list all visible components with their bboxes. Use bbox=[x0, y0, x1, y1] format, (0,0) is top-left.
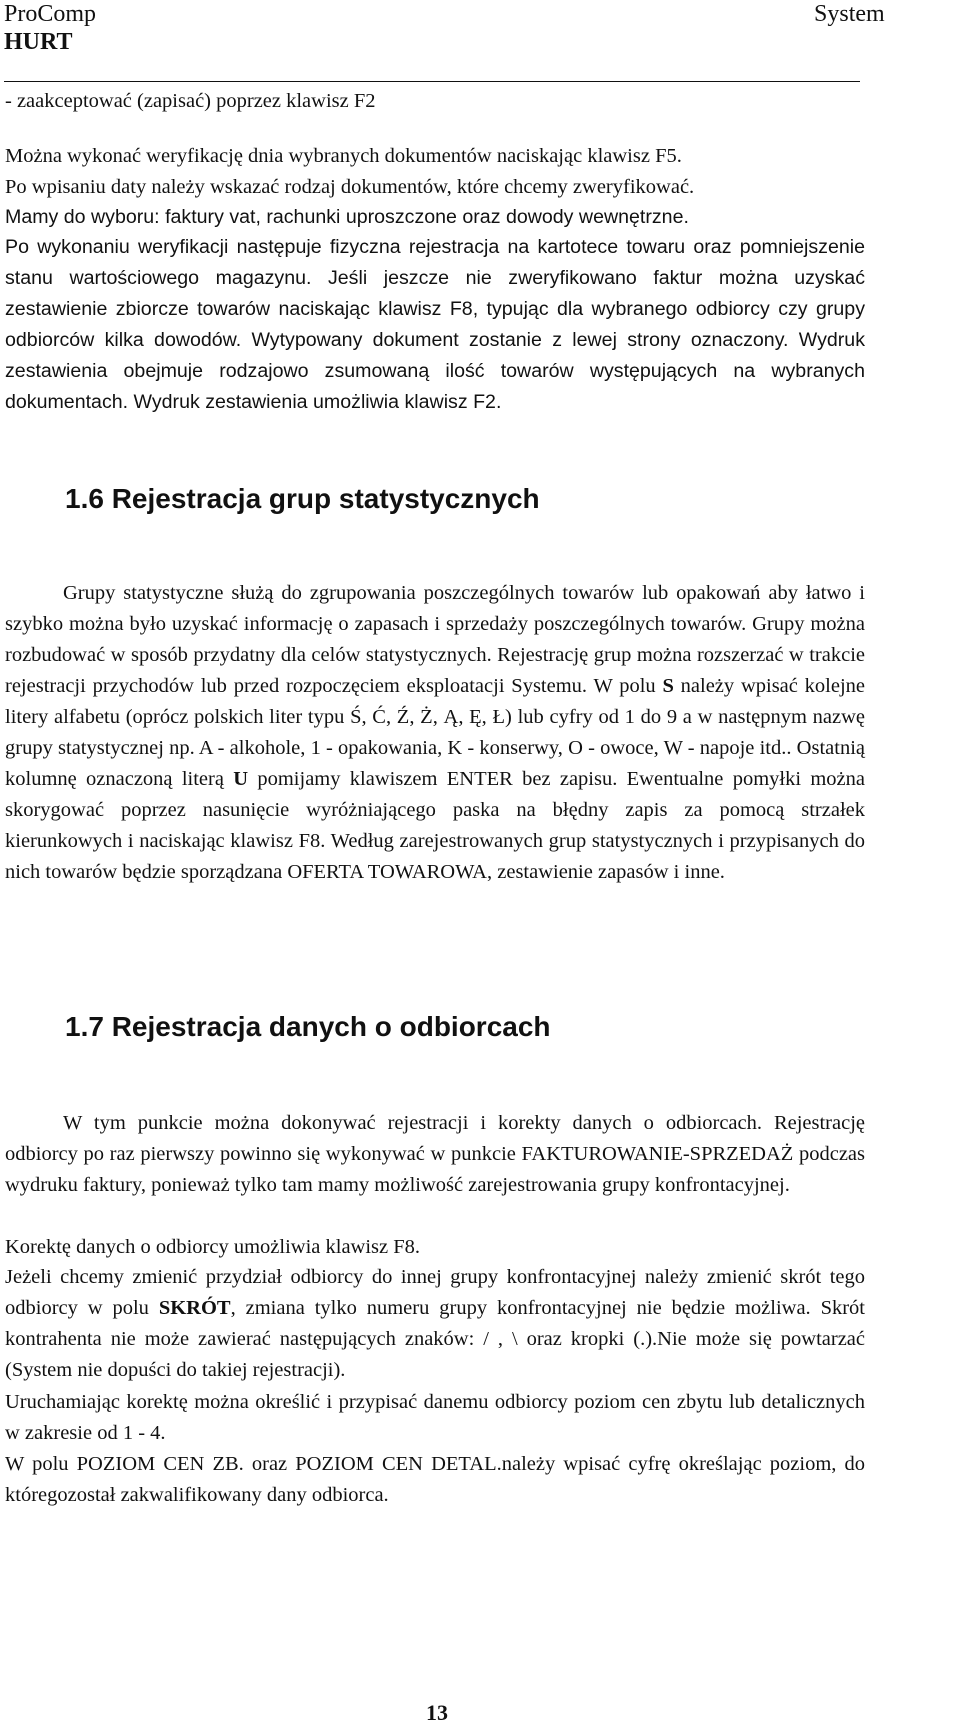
section-1-7-paragraph-4: Uruchamiając korektę można określić i przypisać danemu odbiorcy poziom cen zbytu lub detalicznych w zakresie od 1 - 4. bbox=[5, 1391, 865, 1444]
intro-line-accept: - zaakceptować (zapisać) poprzez klawisz F2 bbox=[5, 90, 376, 112]
section-1-7-paragraph-5: W polu POZIOM CEN ZB. oraz POZIOM CEN DETAL.należy wpisać cyfrę określając poziom, do któregozostał zakwalifikowany dany odbiorca. bbox=[5, 1453, 865, 1506]
section-1-7-text-2: , zmiana tylko numeru grupy konfrontacyjnej nie będzie możliwa. Skrót kontrahenta nie może zawierać następujących znaków: / , \ oraz kropki (.).Nie może się powtarzać (System nie dopuści do takiej rejestracji). bbox=[5, 1297, 865, 1381]
section-1-7-paragraph-2: Korektę danych o odbiorcy umożliwia klawisz F8. bbox=[5, 1236, 421, 1258]
intro-paragraph-1: Można wykonać weryfikację dnia wybranych dokumentów naciskając klawisz F5. bbox=[5, 145, 682, 167]
header-title-right: System bbox=[814, 1, 885, 27]
field-skrot-label: SKRÓT bbox=[158, 1297, 231, 1319]
header-subtitle: HURT bbox=[4, 29, 73, 55]
section-heading-1-6: 1.6 Rejestracja grup statystycznych bbox=[65, 483, 540, 514]
section-1-6-text-3: pomijamy klawiszem ENTER bez zapisu. Ewentualne pomyłki można skorygować poprzez nasunięcie wyróżniającego paska na błędny zapis za pomocą strzałek kierunkowych i naciskając klawisz F8. Według zarejestrowanych grup statystycznych i przypisanych do nich towarów będzie sporządzana OFERTA TOWAROWA, zestawienie zapasów i inne. bbox=[5, 768, 865, 883]
section-1-6-text-1: Grupy statystyczne służą do zgrupowania poszczególnych towarów lub opakowań aby łatwo i szybko można było uzyskać informację o zapasach i sprzedaży poszczególnych towarów. Grupy można rozbudować w sposób przydatny dla celów statystycznych. Rejestrację grup można rozszerzać w trakcie rejestracji przychodów lub przed rozpoczęciem eksploatacji Systemu. W polu bbox=[5, 582, 865, 697]
intro-paragraph-3: Mamy do wyboru: faktury vat, rachunki uproszczone oraz dowody wewnętrzne. bbox=[5, 206, 689, 228]
field-s-label: S bbox=[662, 675, 674, 697]
section-1-7-text-1: Jeżeli chcemy zmienić przydział odbiorcy do innej grupy konfrontacyjnej należy zmienić skrót tego odbiorcy w polu bbox=[5, 1266, 865, 1319]
section-1-6-text-2: należy wpisać kolejne litery alfabetu (oprócz polskich liter typu Ś, Ć, Ź, Ż, Ą, Ę, Ł) lub cyfry od 1 do 9 a w następnym nazwę grupy statystycznej np. A - alkohole, 1 - opakowania, K - konserwy, O - owoce, W - napoje itd.. Ostatnią kolumnę oznaczoną literą bbox=[5, 675, 865, 790]
section-1-6-paragraph bbox=[5, 578, 865, 888]
header-rule bbox=[4, 81, 860, 82]
intro-paragraph-4: Po wykonaniu weryfikacji następuje fizyczna rejestracja na kartotece towaru oraz pomniejszenie stanu wartościowego magazynu. Jeśli jeszcze nie zweryfikowano faktur można uzyskać zestawienie zbiorcze towarów naciskając klawisz F8, typując dla wybranego odbiorcy czy grupy odbiorców kilka dowodów. Wytypowany dokument zostanie z lewej strony oznaczony. Wydruk zestawienia obejmuje rodzajowo zsumowaną ilość towarów występujących na wybranych dokumentach. Wydruk zestawienia umożliwia klawisz F2. bbox=[5, 236, 865, 413]
header-title-left: ProComp bbox=[4, 1, 97, 27]
intro-paragraph-2: Po wpisaniu daty należy wskazać rodzaj dokumentów, które chcemy zweryfikować. bbox=[5, 176, 695, 198]
section-heading-1-7: 1.7 Rejestracja danych o odbiorcach bbox=[65, 1011, 551, 1042]
section-1-7-paragraph-3 bbox=[5, 1262, 865, 1386]
section-1-7-paragraph-1: W tym punkcie można dokonywać rejestracji i korekty danych o odbiorcach. Rejestrację odbiorcy po raz pierwszy powinno się wykonywać w punkcie FAKTUROWANIE-SPRZEDAŻ podczas wydruku faktury, ponieważ tylko tam mamy możliwość zarejestrowania grupy konfrontacyjnej. bbox=[5, 1112, 865, 1196]
field-u-label: U bbox=[233, 768, 249, 790]
page-number: 13 bbox=[426, 1700, 448, 1725]
